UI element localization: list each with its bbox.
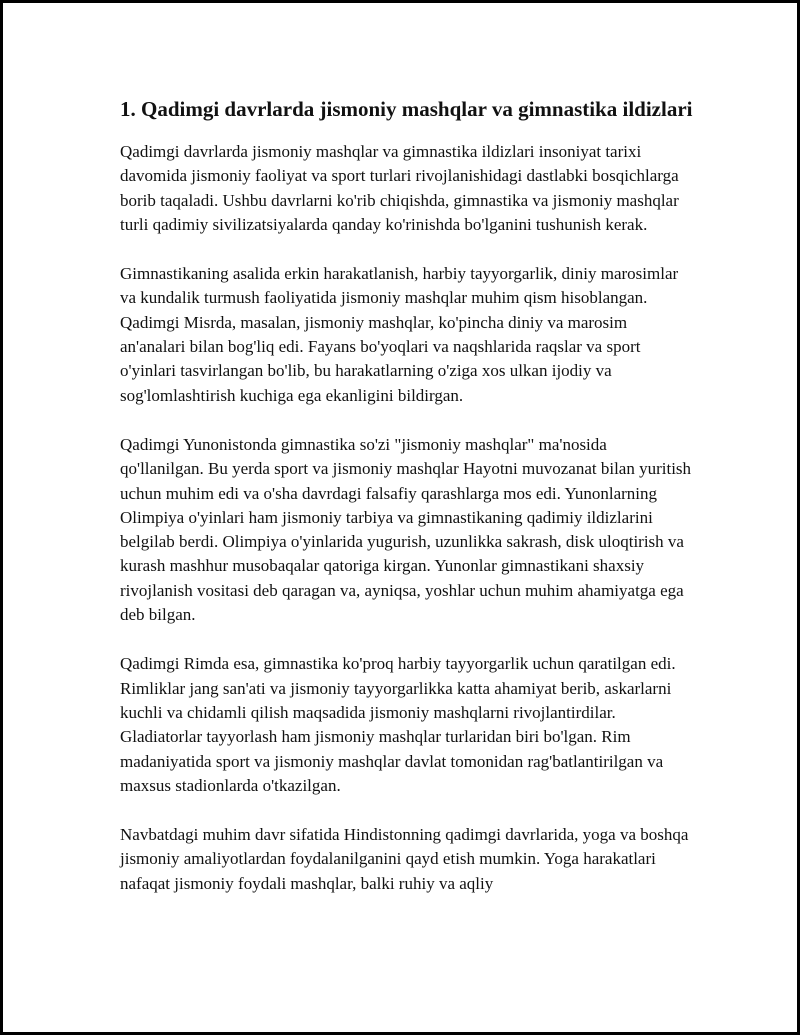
section-heading: 1. Qadimgi davrlarda jismoniy mashqlar va gimnastika ildizlari xyxy=(120,97,693,121)
paragraph-3: Qadimgi Yunonistonda gimnastika so'zi "jismoniy mashqlar" ma'nosida qo'llanilgan. Bu yerda sport va jismoniy mashqlar Hayotni muvozanat bilan yuritish uchun muhim edi va o'sha davrdagi falsafiy qarashlarga mos edi. Yunonlarning Olimpiya o'yinlari ham jismoniy tarbiya va gimnastikaning qadimiy ildizlarini belgilab berdi. Olimpiya o'yinlarida yugurish, uzunlikka sakrash, disk uloqtirish va kurash mashhur musobaqalar qatoriga kirgan. Yunonlar gimnastikani shaxsiy rivojlanish vositasi deb qaragan va, ayniqsa, yoshlar uchun muhim ahamiyatga ega deb bilgan. xyxy=(120,434,692,625)
paragraph-5: Navbatdagi muhim davr sifatida Hindistonning qadimgi davrlarida, yoga va boshqa jismoniy amaliyotlardan foydalanilganini qayd etish mumkin. Yoga harakatlari nafaqat jismoniy foydali mashqlar, balki ruhiy va aqliy xyxy=(120,825,689,893)
paragraph-4: Qadimgi Rimda esa, gimnastika ko'proq harbiy tayyorgarlik uchun qaratilgan edi. Rimliklar jang san'ati va jismoniy tayyorgarlikka katta ahamiyat berib, askarlarni kuchli va chidamli qilish maqsadida jismoniy mashqlarni rivojlantirdilar. Gladiatorlar tayyorlash ham jismoniy mashqlar turlaridan biri bo'lgan. Rim madaniyatida sport va jismoniy mashqlar davlat tomonidan rag'batlantirilgan va maxsus stadionlarda o'tkazilgan. xyxy=(120,654,676,795)
paragraph-2: Gimnastikaning asalida erkin harakatlanish, harbiy tayyorgarlik, diniy marosimlar va kundalik turmush faoliyatida jismoniy mashqlar muhim qism hisoblangan. Qadimgi Misrda, masalan, jismoniy mashqlar, ko'pincha diniy va marosim an'analari bilan bog'liq edi. Fayans bo'yoqlari va naqshlarida raqslar va sport o'yinlari tasvirlangan bo'lib, bu harakatlarning o'ziga xos ulkan ijodiy va sog'lomlashtirish kuchiga ega ekanligini bildirgan. xyxy=(120,264,679,405)
document-content xyxy=(120,95,694,921)
paragraph-1: Qadimgi davrlarda jismoniy mashqlar va gimnastika ildizlari insoniyat tarixi davomida jismoniy faoliyat va sport turlari rivojlanishidagi dastlabki bosqichlarga borib taqaladi. Ushbu davrlarni ko'rib chiqishda, gimnastika va jismoniy mashqlar turli qadimiy sivilizatsiyalarda qanday ko'rinishda bo'lganini tushunish kerak. xyxy=(120,142,679,234)
